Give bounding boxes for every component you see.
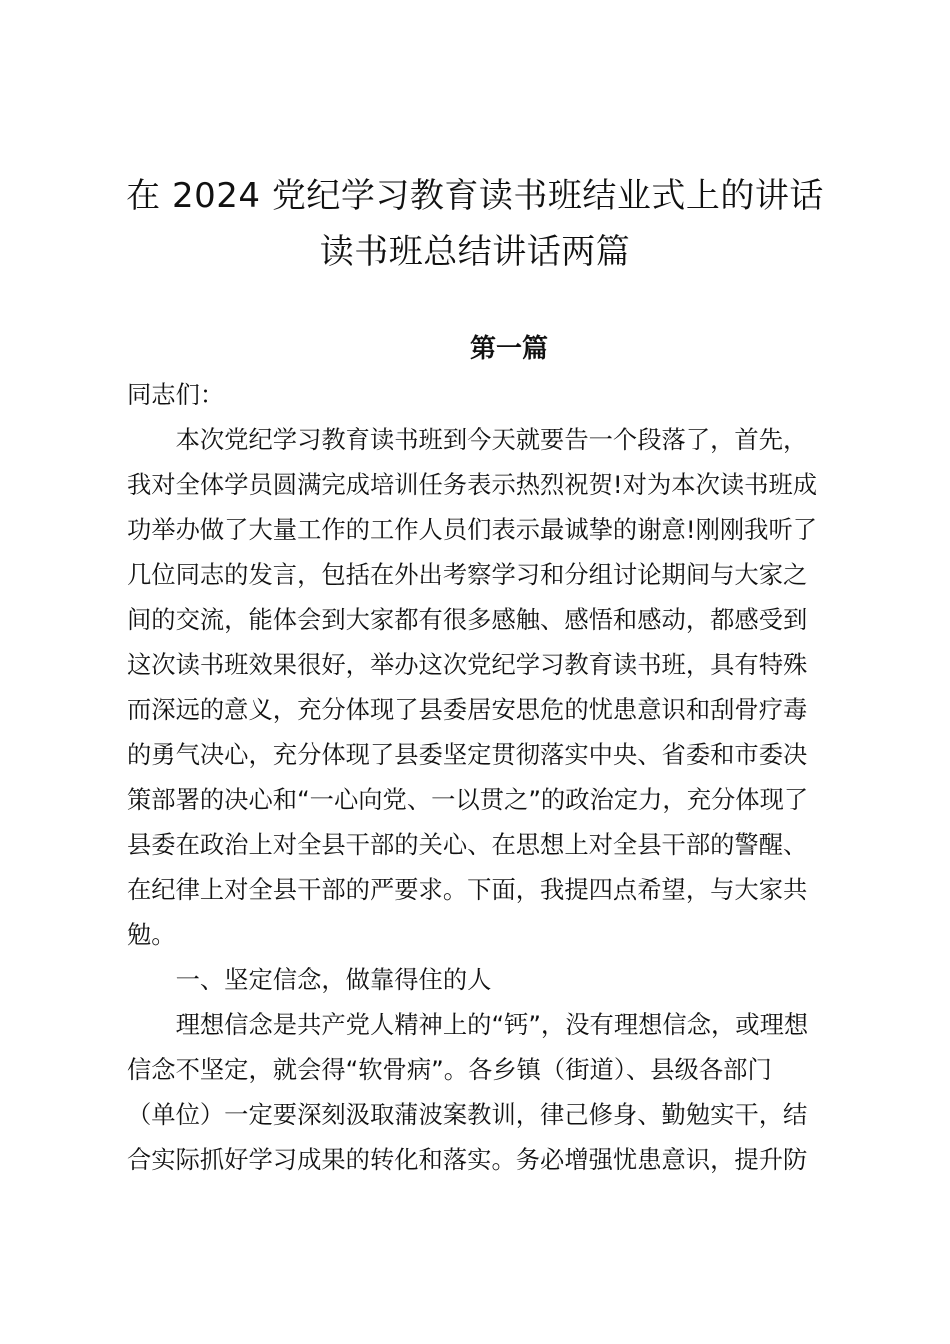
paragraph-line: 县委在政治上对全县干部的关心、在思想上对全县干部的警醒、	[127, 830, 808, 859]
paragraph-line: 间的交流，能体会到大家都有很多感触、感悟和感动，都感受到	[127, 605, 808, 634]
salutation: 同志们：	[127, 380, 225, 409]
paragraph-line: 本次党纪学习教育读书班到今天就要告一个段落了，首先，	[175, 425, 808, 454]
paragraph-line: 在纪律上对全县干部的严要求。下面，我提四点希望，与大家共	[127, 875, 808, 904]
document-body	[127, 372, 832, 1182]
paragraph-line: 策部署的决心和“一心向党、一以贯之”的政治定力，充分体现了	[127, 785, 809, 814]
title-line-1: 在 2024 党纪学习教育读书班结业式上的讲话	[126, 176, 824, 216]
paragraph-line: 信念不坚定，就会得“软骨病”。各乡镇（街道）、县级各部门	[127, 1055, 772, 1084]
paragraph-line: 勉。	[127, 920, 176, 949]
paragraph-1	[127, 417, 832, 957]
title-line-2: 读书班总结讲话两篇	[319, 232, 631, 272]
paragraph-line: 几位同志的发言，包括在外出考察学习和分组讨论期间与大家之	[127, 560, 808, 589]
paragraph-line: 合实际抓好学习成果的转化和落实。务必增强忧患意识，提升防	[127, 1145, 808, 1174]
paragraph-line: 的勇气决心，充分体现了县委坚定贯彻落实中央、省委和市委决	[127, 740, 808, 769]
subheading-1: 一、坚定信念，做靠得住的人	[175, 965, 492, 994]
paragraph-line: 这次读书班效果很好，举办这次党纪学习教育读书班，具有特殊	[127, 650, 808, 679]
section-heading: 第一篇	[469, 334, 548, 364]
paragraph-2	[127, 1002, 832, 1182]
paragraph-line: 而深远的意义，充分体现了县委居安思危的忧患意识和刮骨疗毒	[127, 695, 808, 724]
paragraph-line: 功举办做了大量工作的工作人员们表示最诚挚的谢意!刚刚我听了	[127, 515, 818, 544]
paragraph-line: （单位）一定要深刻汲取蒲波案教训，律己修身、勤勉实干，结	[127, 1100, 808, 1129]
paragraph-line: 理想信念是共产党人精神上的“钙”，没有理想信念，或理想	[175, 1010, 809, 1039]
paragraph-line: 我对全体学员圆满完成培训任务表示热烈祝贺!对为本次读书班成	[127, 470, 818, 499]
document-title	[0, 168, 950, 280]
